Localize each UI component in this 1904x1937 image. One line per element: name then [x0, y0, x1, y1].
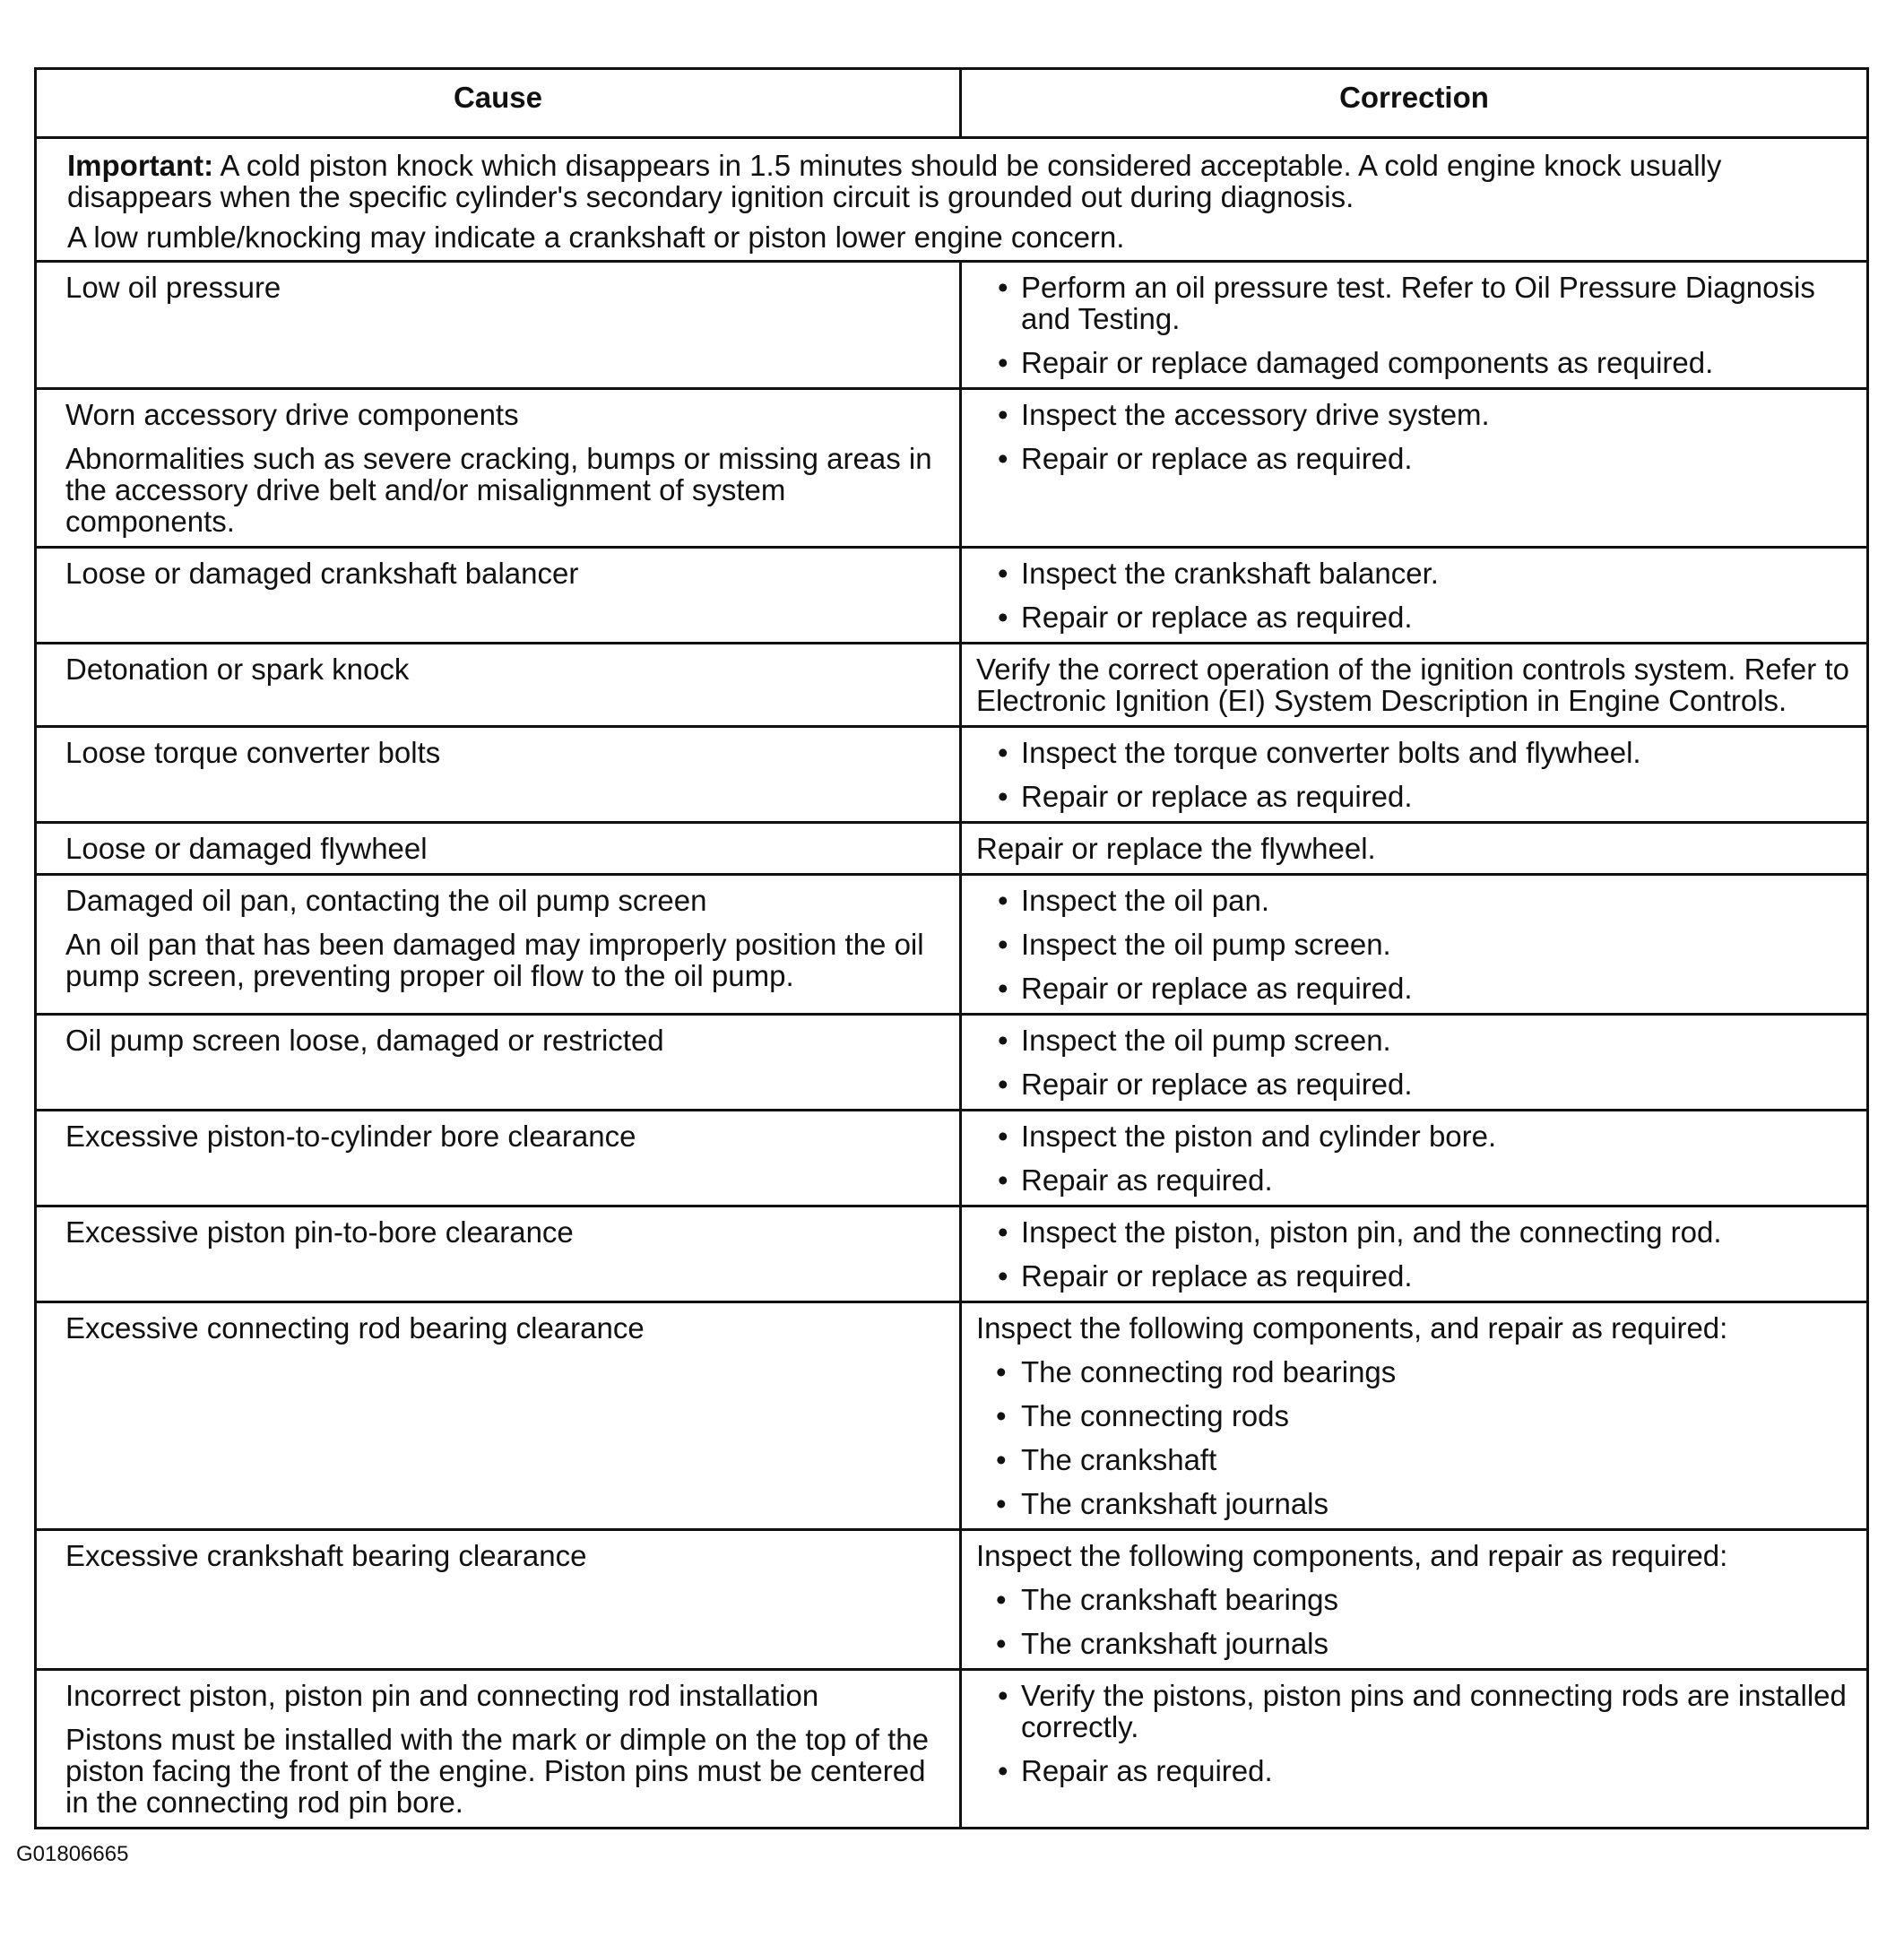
important-paragraph — [67, 150, 1857, 212]
list-item — [976, 973, 1857, 1004]
correction-step: The crankshaft journals — [1021, 1627, 1329, 1660]
important-note-row — [36, 138, 1868, 262]
correction-lead: Inspect the following components, and repair as required: — [976, 1539, 1728, 1572]
cause-cell — [36, 389, 961, 548]
cause-detail: An oil pan that has been damaged may improperly position the oil pump screen, preventing proper oil flow to the oil pump. — [65, 928, 924, 992]
table-row — [36, 1206, 1868, 1302]
list-item — [976, 1755, 1857, 1786]
correction-cell — [961, 875, 1868, 1015]
list-item — [976, 1216, 1857, 1248]
table-row — [36, 727, 1868, 823]
cause-cell — [36, 1015, 961, 1111]
bullet-icon: • — [996, 1355, 1007, 1388]
cause-cell — [36, 262, 961, 389]
correction-bullet-list — [976, 1025, 1857, 1100]
list-item — [976, 1120, 1857, 1152]
bullet-icon: • — [998, 442, 1008, 475]
table-row — [36, 548, 1868, 644]
correction-cell — [961, 727, 1868, 823]
correction-cell — [961, 389, 1868, 548]
figure-id: G01806665 — [16, 1842, 129, 1866]
bullet-icon: • — [998, 884, 1008, 917]
list-item — [976, 1025, 1857, 1056]
bullet-icon: • — [996, 1583, 1007, 1616]
cause-title: Damaged oil pan, contacting the oil pump screen — [65, 884, 707, 917]
cause-detail: Abnormalities such as severe cracking, bumps or missing areas in the accessory drive belt and/or misalignment of system components. — [65, 442, 932, 538]
cause-cell — [36, 875, 961, 1015]
correction-step: Verify the pistons, piston pins and connecting rods are installed correctly. — [1021, 1679, 1847, 1743]
correction-cell — [961, 644, 1868, 727]
correction-step: Repair or replace as required. — [1021, 972, 1413, 1005]
bullet-icon: • — [998, 1120, 1008, 1153]
correction-cell — [961, 1015, 1868, 1111]
important-text: A cold piston knock which disappears in 1.5 minutes should be considered acceptable. A cold engine knock usually disappears when the specific cylinder's secondary ignition circuit is grounded out during diagnosis. — [67, 149, 1722, 213]
correction-cell — [961, 1530, 1868, 1670]
correction-cell — [961, 262, 1868, 389]
cause-title: Incorrect piston, piston pin and connecting rod installation — [65, 1679, 819, 1712]
table-row — [36, 875, 1868, 1015]
important-lower-engine-note: A low rumble/knocking may indicate a crankshaft or piston lower engine concern. — [67, 221, 1125, 254]
bullet-icon: • — [998, 1163, 1008, 1197]
bullet-icon: • — [998, 271, 1008, 304]
cause-title: Detonation or spark knock — [65, 653, 410, 686]
correction-column-header: Correction — [961, 69, 1868, 138]
correction-step: The crankshaft — [1021, 1443, 1217, 1476]
correction-step: Repair or replace as required. — [1021, 601, 1413, 634]
bullet-icon: • — [998, 1259, 1008, 1293]
table-row — [36, 1670, 1868, 1829]
list-item — [976, 1068, 1857, 1100]
cause-title: Loose torque converter bolts — [65, 736, 441, 769]
cause-cell — [36, 1206, 961, 1302]
table-row — [36, 644, 1868, 727]
correction-bullet-list — [976, 558, 1857, 633]
correction-step: The connecting rod bearings — [1021, 1355, 1397, 1388]
cause-title: Oil pump screen loose, damaged or restricted — [65, 1024, 664, 1057]
list-item — [976, 1628, 1857, 1659]
list-item — [976, 929, 1857, 960]
correction-step: The connecting rods — [1021, 1399, 1290, 1432]
list-item — [976, 443, 1857, 474]
bullet-icon: • — [998, 780, 1008, 813]
bullet-icon: • — [998, 1215, 1008, 1249]
bullet-icon: • — [998, 972, 1008, 1005]
list-item — [976, 347, 1857, 378]
correction-step: Repair as required. — [1021, 1163, 1273, 1197]
bullet-icon: • — [998, 601, 1008, 634]
correction-bullet-list — [976, 1680, 1857, 1786]
cause-title: Excessive piston pin-to-bore clearance — [65, 1215, 574, 1249]
important-label: Important: — [67, 149, 214, 182]
bullet-icon: • — [998, 346, 1008, 379]
correction-bullet-list — [976, 1216, 1857, 1292]
bullet-icon: • — [996, 1627, 1007, 1660]
table-row — [36, 1302, 1868, 1530]
correction-bullet-list — [976, 1584, 1857, 1659]
correction-step: Inspect the torque converter bolts and flywheel. — [1021, 736, 1641, 769]
list-item — [976, 1488, 1857, 1519]
list-item — [976, 737, 1857, 768]
list-item — [976, 1400, 1857, 1431]
table-row — [36, 262, 1868, 389]
important-note-cell — [36, 138, 1868, 262]
cause-title: Excessive connecting rod bearing clearance — [65, 1311, 645, 1345]
correction-cell — [961, 548, 1868, 644]
correction-lead: Inspect the following components, and repair as required: — [976, 1311, 1728, 1345]
correction-step: The crankshaft journals — [1021, 1487, 1329, 1520]
table-row — [36, 389, 1868, 548]
correction-step: Repair or replace as required. — [1021, 1068, 1413, 1101]
list-item — [976, 781, 1857, 812]
list-item — [976, 399, 1857, 430]
cause-cell — [36, 727, 961, 823]
correction-step: Repair or replace as required. — [1021, 1259, 1413, 1293]
bullet-icon: • — [998, 557, 1008, 590]
correction-step: Inspect the oil pump screen. — [1021, 928, 1391, 961]
table-row — [36, 823, 1868, 875]
correction-step: Repair or replace as required. — [1021, 442, 1413, 475]
list-item — [976, 1356, 1857, 1388]
cause-cell — [36, 1111, 961, 1206]
list-item — [976, 1164, 1857, 1196]
bullet-icon: • — [998, 1679, 1008, 1712]
table-row — [36, 1111, 1868, 1206]
bullet-icon: • — [996, 1487, 1007, 1520]
cause-cell — [36, 1302, 961, 1530]
correction-bullet-list — [976, 1356, 1857, 1519]
cause-cell — [36, 644, 961, 727]
correction-bullet-list — [976, 737, 1857, 812]
cause-column-header: Cause — [36, 69, 961, 138]
correction-bullet-list — [976, 399, 1857, 474]
correction-step: Inspect the oil pan. — [1021, 884, 1270, 917]
correction-cell — [961, 1206, 1868, 1302]
list-item — [976, 1260, 1857, 1292]
correction-bullet-list — [976, 885, 1857, 1004]
bullet-icon: • — [998, 736, 1008, 769]
cause-title: Worn accessory drive components — [65, 398, 519, 431]
correction-bullet-list — [976, 272, 1857, 378]
table-row — [36, 1530, 1868, 1670]
correction-lead: Verify the correct operation of the ignition controls system. Refer to Electronic Ignition (EI) System Description in Engine Controls. — [976, 653, 1849, 717]
correction-step: The crankshaft bearings — [1021, 1583, 1339, 1616]
cause-title: Loose or damaged flywheel — [65, 832, 428, 865]
correction-step: Repair or replace damaged components as required. — [1021, 346, 1714, 379]
table-row — [36, 1015, 1868, 1111]
correction-step: Inspect the oil pump screen. — [1021, 1024, 1391, 1057]
cause-title: Excessive crankshaft bearing clearance — [65, 1539, 587, 1572]
cause-title: Low oil pressure — [65, 271, 281, 304]
correction-step: Inspect the piston, piston pin, and the connecting rod. — [1021, 1215, 1722, 1249]
list-item — [976, 885, 1857, 916]
list-item — [976, 601, 1857, 633]
bullet-icon: • — [996, 1399, 1007, 1432]
cause-cell — [36, 548, 961, 644]
list-item — [976, 1584, 1857, 1615]
cause-detail: Pistons must be installed with the mark or dimple on the top of the piston facing the front of the engine. Piston pins must be centered in the connecting rod pin bore. — [65, 1723, 929, 1819]
header-row — [36, 69, 1868, 138]
cause-title: Loose or damaged crankshaft balancer — [65, 557, 579, 590]
bullet-icon: • — [998, 398, 1008, 431]
correction-step: Repair or replace as required. — [1021, 780, 1413, 813]
table-body — [36, 138, 1868, 1829]
cause-title: Excessive piston-to-cylinder bore clearance — [65, 1120, 636, 1153]
bullet-icon: • — [998, 1024, 1008, 1057]
correction-step: Repair as required. — [1021, 1754, 1273, 1787]
list-item — [976, 558, 1857, 589]
correction-step: Perform an oil pressure test. Refer to Oil Pressure Diagnosis and Testing. — [1021, 271, 1815, 335]
diagnosis-table — [34, 67, 1869, 1829]
correction-cell — [961, 1670, 1868, 1829]
bullet-icon: • — [996, 1443, 1007, 1476]
correction-cell — [961, 823, 1868, 875]
correction-lead: Repair or replace the flywheel. — [976, 832, 1376, 865]
list-item — [976, 1680, 1857, 1742]
correction-step: Inspect the accessory drive system. — [1021, 398, 1490, 431]
bullet-icon: • — [998, 928, 1008, 961]
cause-cell — [36, 823, 961, 875]
cause-cell — [36, 1670, 961, 1829]
correction-step: Inspect the crankshaft balancer. — [1021, 557, 1439, 590]
correction-cell — [961, 1302, 1868, 1530]
bullet-icon: • — [998, 1068, 1008, 1101]
bullet-icon: • — [998, 1754, 1008, 1787]
list-item — [976, 1444, 1857, 1475]
correction-step: Inspect the piston and cylinder bore. — [1021, 1120, 1497, 1153]
correction-cell — [961, 1111, 1868, 1206]
cause-cell — [36, 1530, 961, 1670]
correction-bullet-list — [976, 1120, 1857, 1196]
list-item — [976, 272, 1857, 334]
